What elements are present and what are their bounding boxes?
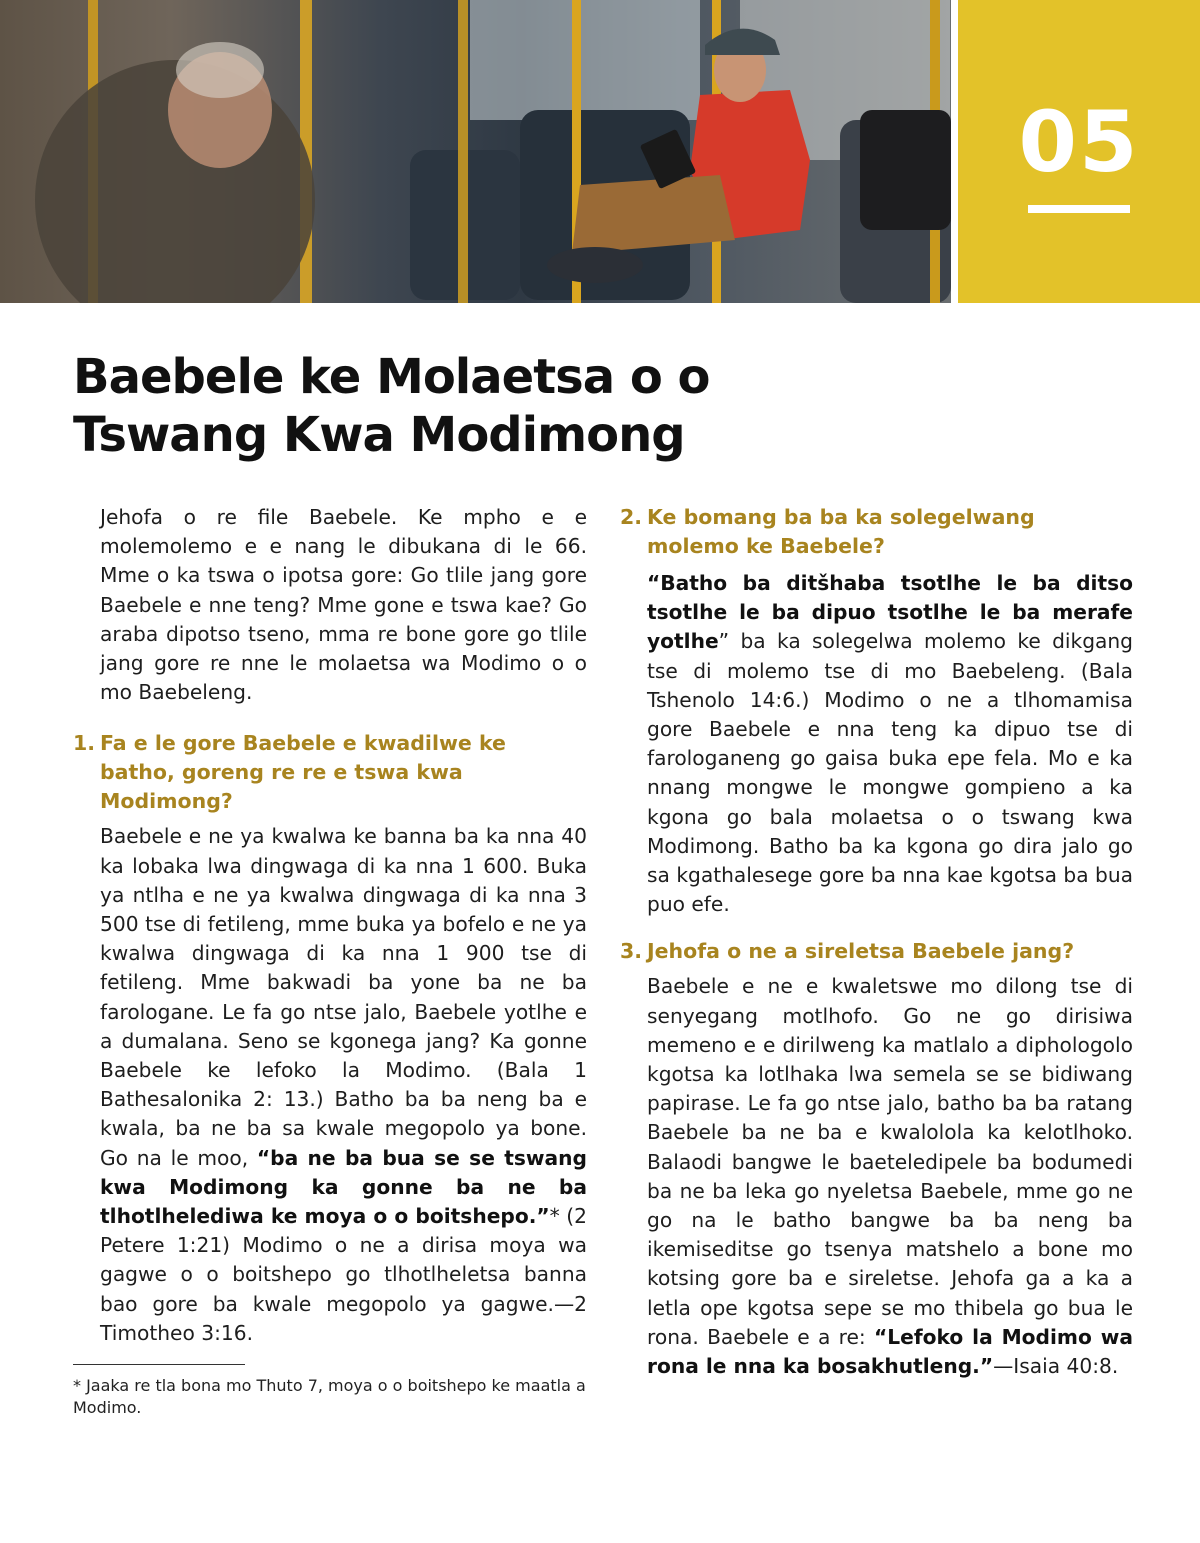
chapter-underline bbox=[1028, 205, 1130, 213]
footnote: * Jaaka re tla bona mo Thuto 7, moya o o boitshepo ke maatla a Modimo. bbox=[73, 1376, 586, 1418]
question-3-text: Jehofa o ne a sireletsa Baebele jang? bbox=[647, 939, 1075, 964]
answer-1-text-after: * (2 Petere 1:21) Modimo o ne a dirisa moya wa gagwe o o boitshepo go tlhotlheletsa banna bao gore ba kwale megopolo ya gagwe.—2 Timotheo 3:16. bbox=[100, 1204, 587, 1345]
question-2-number: 2. bbox=[620, 505, 643, 529]
answer-3 bbox=[647, 972, 1133, 1381]
question-2 bbox=[620, 503, 1133, 561]
chapter-number: 05 bbox=[1018, 93, 1140, 191]
answer-3-quote: “Lefoko la Modimo wa rona le nna ka bosakhutleng.” bbox=[647, 1324, 1133, 1379]
hero-photo bbox=[0, 0, 951, 303]
answer-3-text: Baebele e ne e kwaletswe mo dilong tse di senyegang motlhofo. Go ne go dirisiwa memeno e e dirilweng ka matlalo a diphologolo kgotsa ka lotlhaka lwa semela se se bidiwang papirase. Le fa go ntse jalo, batho ba ba ratang Baebele ba ne ba e kwalolola ka kelotlhoko. Balaodi bangwe le baeteledipele ba bodumedi ba ne ba leka go nyeletsa Baebele, mme go ne go na le batho bangwe ba ba neng ba ikemiseditse go tsenya matshelo a bone mo kotsing gore ba e sireletse. Jehofa ga a ka a letla ope kgotsa sepe se mo thibela go bua le rona. Baebele e a re: bbox=[647, 974, 1133, 1349]
answer-1-quote: “ba ne ba bua se se tswang kwa Modimong ka gonne ba ne ba tlhotlhelediwa ke moya o o boitshepo.” bbox=[100, 1145, 587, 1229]
answer-2-text-after: ” ba ka solegelwa molemo ke dikgang tse di molemo tse di mo Baebeleng. (Bala Tshenolo 14:6.) Modimo o ne a tlhomamisa gore Baebele e nna teng ka dipuo tse di farologaneng go gaisa buka epe fela. Mo e ka nnang mongwe le mongwe gompieno a ka kgona go bala molaetsa o o tswang kwa Modimong. Batho ba ka kgona go dira jalo go sa kgathalesege gore ba nna kae kgotsa ba bua puo efe. bbox=[647, 629, 1133, 917]
answer-2-quote: “Batho ba ditšhaba tsotlhe le ba ditso tsotlhe le ba dipuo tsotlhe le ba merafe yotlhe bbox=[647, 571, 1133, 654]
question-1-number: 1. bbox=[73, 731, 96, 756]
title-line-2: Tswang Kwa Modimong bbox=[73, 407, 685, 463]
answer-1 bbox=[100, 822, 587, 1348]
answer-3-text-after: —Isaia 40:8. bbox=[993, 1354, 1119, 1379]
intro-paragraph: Jehofa o re file Baebele. Ke mpho e e molemolemo e e nang le dibukana di le 66. Mme o ka tswa o ipotsa gore: Go tlile jang gore Baebele e nne teng? Mme gone e tswa kae? Go araba dipotso tseno, mma re bone gore go tlile jang gore re nne le molaetsa wa Modimo o o mo Baebeleng. bbox=[100, 505, 587, 705]
question-1-text: Fa e le gore Baebele e kwadilwe ke batho, goreng re re e tswa kwa Modimong? bbox=[100, 731, 506, 814]
question-3-number: 3. bbox=[620, 939, 643, 964]
title-line-1: Baebele ke Molaetsa o o bbox=[73, 349, 710, 405]
bus-interior-illustration bbox=[0, 0, 951, 303]
question-2-text: Ke bomang ba ba ka solegelwang molemo ke Baebele? bbox=[647, 505, 1035, 558]
left-column bbox=[73, 503, 587, 1419]
question-1 bbox=[73, 729, 587, 816]
question-3 bbox=[620, 937, 1133, 966]
answer-2 bbox=[647, 569, 1133, 919]
chapter-badge bbox=[958, 0, 1200, 303]
right-column bbox=[620, 503, 1133, 1381]
page-title bbox=[73, 348, 773, 464]
answer-1-text: Baebele e ne ya kwalwa ke banna ba ka nna 40 ka lobaka lwa dingwaga di ka nna 1 600. Buka ya ntlha e ne ya kwalwa dingwaga di ka nna 3 500 tse di fetileng, mme buka ya bofelo e ne ya kwalwa dingwaga di ka nna 1 900 tse di fetileng. Mme bakwadi ba yone ba ne ba farologane. Le fa go ntse jalo, Baebele yotlhe e a dumalana. Seno se kgonega jang? Ka gonne Baebele ke lefoko la Modimo. (Bala 1 Bathesalonika 2: 13.) Batho ba ba neng ba e kwala, ba ne ba sa kwale megopolo ya bone. Go na le moo, bbox=[100, 824, 587, 1170]
footnote-divider bbox=[73, 1364, 245, 1365]
